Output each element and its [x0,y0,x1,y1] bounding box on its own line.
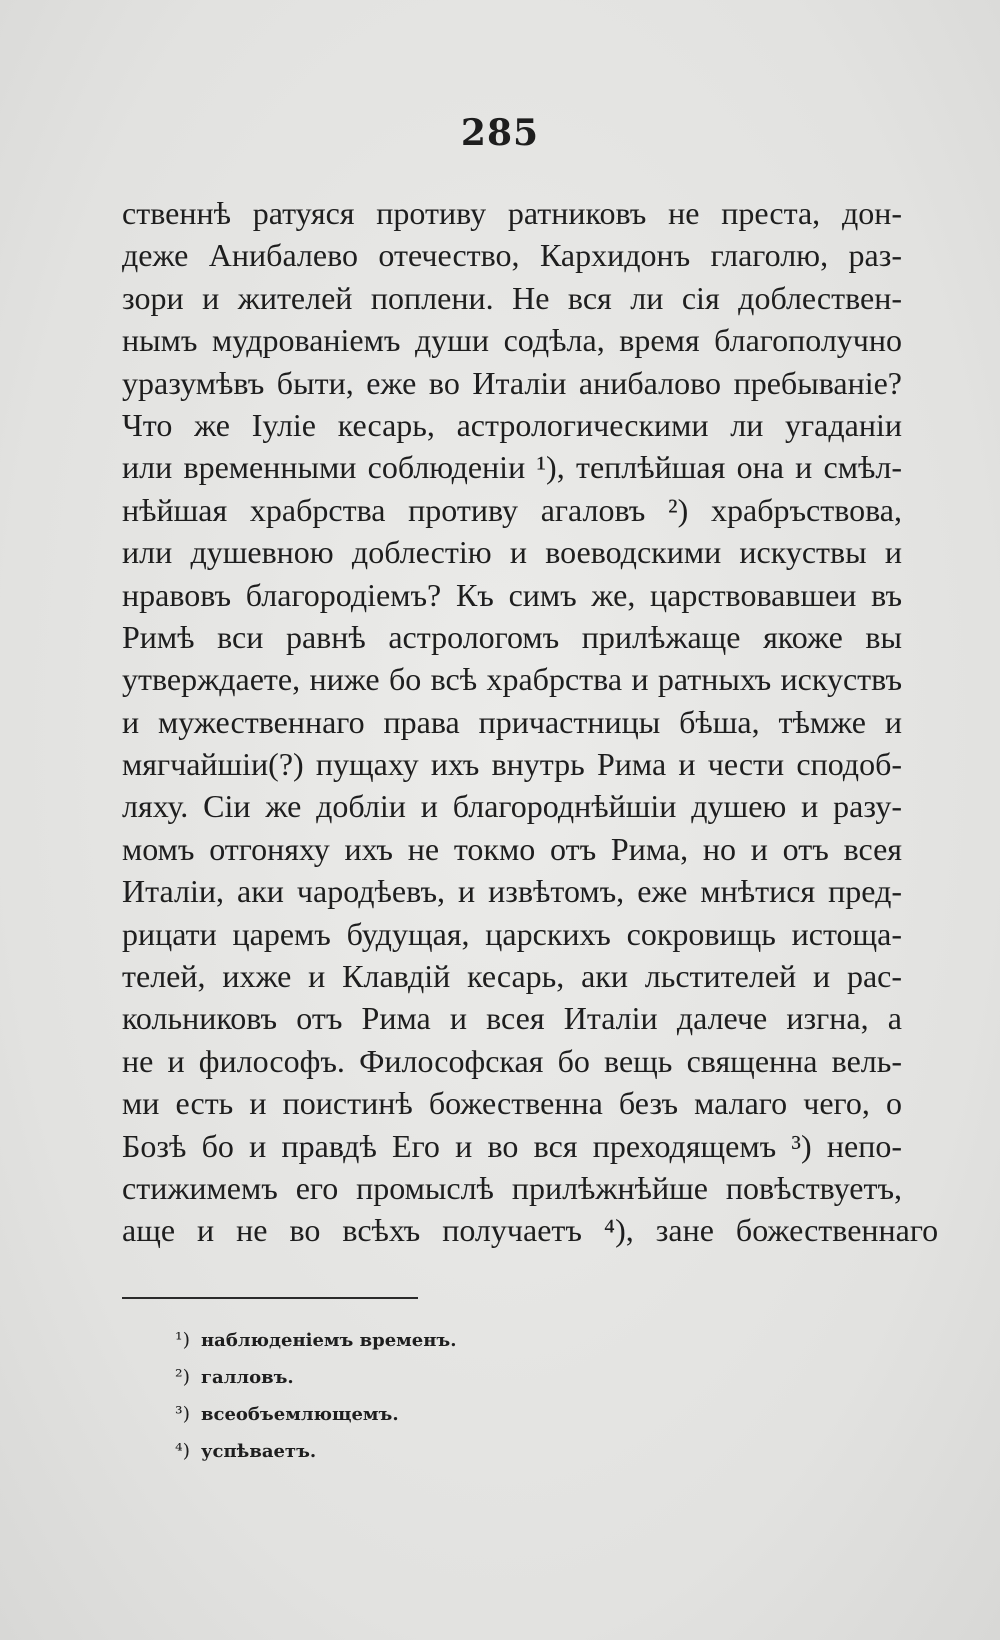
footnote-text: галловъ. [201,1367,294,1388]
footnote-divider [122,1297,418,1299]
footnote [175,1322,457,1359]
text-line: аще и не во всѣхъ получаетъ ⁴), зане божественнаго [122,1212,939,1249]
text-line: нѣйшая храбрства противу агаловъ ²) храбръствова, [122,491,902,528]
footnote-mark: ²) [175,1366,191,1388]
text-line: не и философъ. Философская бо вещь священна вель- [122,1042,902,1079]
text-line: нравовъ благородіемъ? Къ симъ же, царствовавшеи въ [122,576,902,613]
text-line: или душевною доблестію и воеводскими искуствы и [122,534,902,571]
footnote-mark: ¹) [175,1329,191,1351]
footnote-text: всеобъемлющемъ. [201,1404,399,1425]
text-line: зори и жителей поплени. Не вся ли сія доблествен- [122,279,902,316]
text-line: Италіи, аки чародѣевъ, и извѣтомъ, еже мнѣтися пред- [122,873,902,910]
text-line: нымъ мудрованіемъ души содѣла, время благополучно [122,322,902,359]
footnote [175,1396,457,1433]
text-line: момъ отгоняху ихъ не токмо отъ Рима, но и отъ всея [122,830,902,867]
page-number: 285 [460,112,540,154]
text-line: утверждаете, ниже бо всѣ храбрства и ратныхъ искуствъ [122,661,902,698]
text-line: ляху. Сіи же доблiи и благороднѣйшіи душею и разу- [122,788,902,825]
text-line: ственнѣ ратуяся противу ратниковъ не преста, дон- [122,195,902,231]
body-text [122,192,939,1252]
footnote-text: наблюденіемъ временъ. [201,1330,457,1351]
footnote-mark: ⁴) [175,1440,191,1462]
text-line: стижимемъ его промыслѣ прилѣжнѣйше повѣствуетъ, [122,1169,902,1206]
text-line: и мужественнаго права причастницы бѣша, тѣмже и [122,703,902,740]
text-line: ми есть и поистинѣ божественна безъ малаго чего, о [122,1085,902,1122]
text-line: кольниковъ отъ Рима и всея Италіи далече изгна, а [122,1000,902,1037]
footnote-text: успѣваетъ. [201,1441,317,1462]
text-line: уразумѣвъ быти, еже во Италіи анибалово пребываніе? [122,364,902,401]
footnote [175,1359,457,1396]
footnote-mark: ³) [175,1403,191,1425]
text-line: Римѣ вси равнѣ астрологомъ прилѣжаще якоже вы [122,618,902,655]
text-line: деже Анибалево отечество, Кархидонъ глаголю, раз- [122,237,902,274]
text-line: рицати царемъ будущая, царскихъ сокровищь истоща- [122,915,902,952]
text-line: или временными соблюденіи ¹), теплѣйшая она и смѣл- [122,449,902,486]
text-line: мягчайшіи(?) пущаху ихъ внутрь Рима и чести сподоб- [122,746,902,783]
footnote [175,1433,457,1470]
text-line: Что же Іуліе кесарь, астрологическими ли угаданіи [122,406,902,443]
footnotes [175,1322,457,1470]
text-line: Бозѣ бо и правдѣ Его и во вся преходящемъ ³) непо- [122,1127,902,1164]
text-line: телей, ихже и Клавдій кесарь, аки льстителей и рас- [122,958,902,995]
